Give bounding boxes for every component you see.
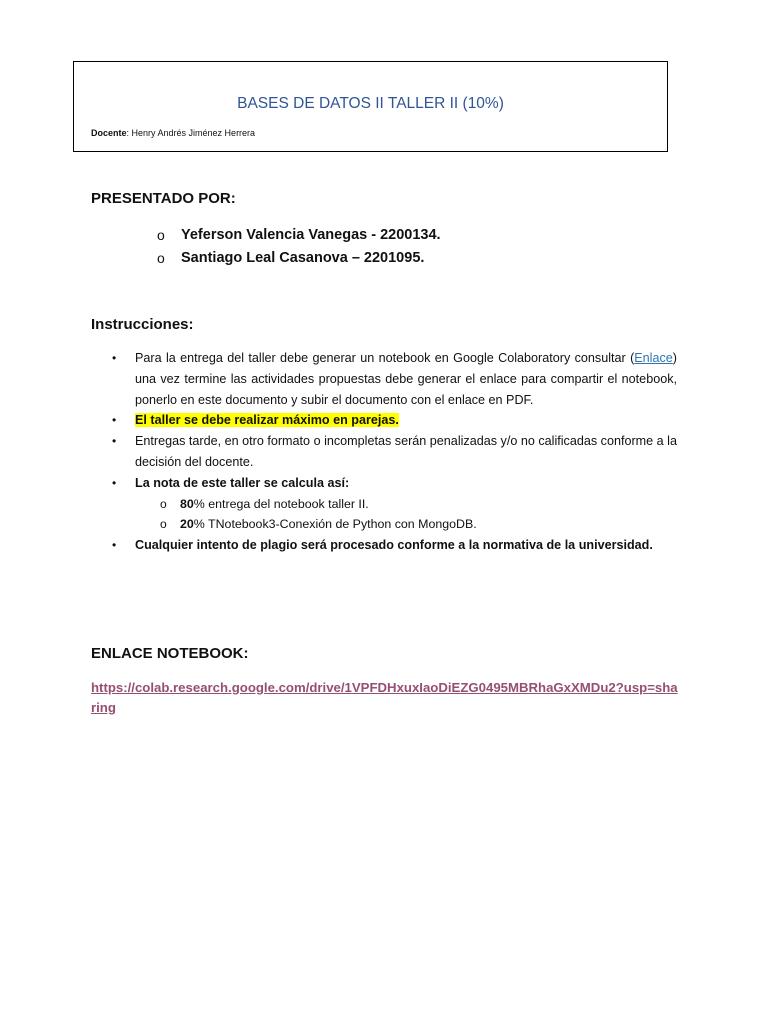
instructions-list <box>107 348 677 556</box>
grade-percent: 20 <box>180 517 194 532</box>
notebook-link[interactable]: https://colab.research.google.com/drive/1VPFDHxuxIaoDiEZG0495MBRhaGxXMDu2?usp=sharing <box>91 680 678 715</box>
instruction-item <box>107 410 677 431</box>
member-name: Santiago Leal Casanova – 2201095. <box>181 250 425 266</box>
teacher-name: : Henry Andrés Jiménez Herrera <box>126 128 256 138</box>
instruction-item <box>107 473 677 535</box>
circle-bullet-icon: o <box>160 496 167 511</box>
teacher-label: Docente <box>91 128 127 138</box>
member-item <box>157 224 441 247</box>
grade-percent: 80 <box>180 496 194 511</box>
grades-list <box>135 494 677 536</box>
circle-bullet-icon: o <box>160 517 167 532</box>
instruction-item <box>107 431 677 473</box>
instruction-item <box>107 535 677 556</box>
member-item <box>157 247 441 270</box>
instruction-text: Para la entrega del taller debe generar un notebook en Google Colaboratory consultar ( <box>135 351 635 365</box>
notebook-heading: ENLACE NOTEBOOK: <box>91 645 249 662</box>
circle-bullet-icon: o <box>157 227 165 243</box>
member-name: Yeferson Valencia Vanegas - 2200134. <box>181 227 441 243</box>
enlace-link[interactable]: Enlace <box>634 351 673 365</box>
grade-text: % entrega del notebook taller II. <box>193 496 369 511</box>
grade-item <box>135 494 677 515</box>
presented-heading: PRESENTADO POR: <box>91 190 236 207</box>
header-box <box>73 61 668 152</box>
bullet-icon: • <box>112 475 117 490</box>
instruction-text: Cualquier intento de plagio será procesado conforme a la normativa de la universidad. <box>135 538 653 553</box>
bullet-icon: • <box>112 413 117 428</box>
grade-text: % TNotebook3-Conexión de Python con MongoDB. <box>193 517 477 532</box>
circle-bullet-icon: o <box>157 250 165 266</box>
instruction-item <box>107 348 677 410</box>
instruction-text: Entregas tarde, en otro formato o incompletas serán penalizadas y/o no calificadas conforme a la decisión del docente. <box>135 434 677 469</box>
members-list <box>157 224 441 270</box>
bullet-icon: • <box>112 538 117 553</box>
instruction-text: La nota de este taller se calcula así: <box>135 475 350 490</box>
bullet-icon: • <box>112 351 117 365</box>
grade-item <box>135 514 677 535</box>
highlighted-instruction: El taller se debe realizar máximo en parejas. <box>135 413 399 428</box>
instruction-text: ) una vez termine las actividades propuestas debe generar el enlace para compartir el notebook, ponerlo en este documento y subir el documento con el enlace en PDF. <box>135 351 677 407</box>
bullet-icon: • <box>112 434 117 449</box>
document-title: BASES DE DATOS II TALLER II (10%) <box>237 95 504 112</box>
instructions-heading: Instrucciones: <box>91 316 194 333</box>
teacher-line <box>91 128 255 138</box>
